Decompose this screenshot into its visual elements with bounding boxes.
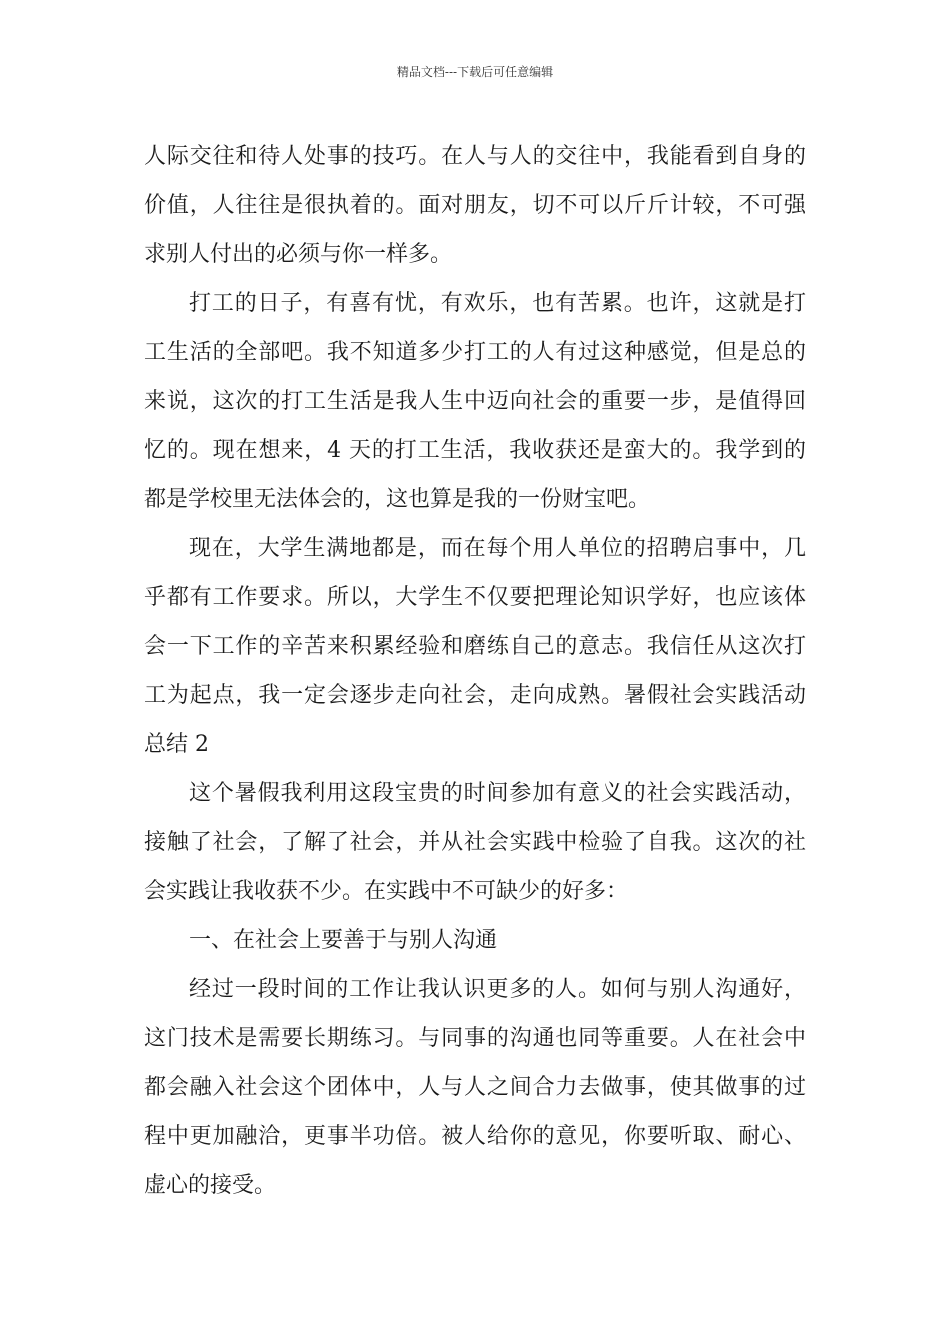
text-line: 经过一段时间的工作让我认识更多的人。如何与别人沟通好， [189, 977, 806, 1002]
text-line: 打工的日子，有喜有忧，有欢乐，也有苦累。也许，这就是打 [189, 291, 806, 316]
text-line: 这个暑假我利用这段宝贵的时间参加有意义的社会实践活动， [189, 781, 806, 806]
text-line: 都是学校里无法体会的，这也算是我的一份财宝吧。 [144, 487, 651, 512]
text-line: 一、在社会上要善于与别人沟通 [189, 928, 498, 953]
text-line: 求别人付出的必须与你一样多。 [144, 242, 453, 267]
text-line: 工为起点，我一定会逐步走向社会，走向成熟。暑假社会实践活动 [144, 683, 806, 708]
text-line: 都会融入社会这个团体中，人与人之间合力去做事，使其做事的过 [144, 1075, 806, 1100]
page-header: 精品文档---下载后可任意编辑 [396, 65, 554, 79]
text-line: 会实践让我收获不少。在实践中不可缺少的好多： [144, 879, 629, 904]
text-line: 虚心的接受。 [144, 1173, 277, 1198]
text-line: 工生活的全部吧。我不知道多少打工的人有过这种感觉，但是总的 [144, 340, 806, 365]
text-line: 来说，这次的打工生活是我人生中迈向社会的重要一步，是值得回 [144, 389, 806, 414]
text-line: 价值，人往往是很执着的。面对朋友，切不可以斤斤计较，不可强 [144, 193, 806, 218]
text-line: 乎都有工作要求。所以，大学生不仅要把理论知识学好，也应该体 [144, 585, 806, 610]
text-line: 会一下工作的辛苦来积累经验和磨练自己的意志。我信任从这次打 [144, 634, 806, 659]
text-line: 忆的。现在想来，4 天的打工生活，我收获还是蛮大的。我学到的 [144, 438, 806, 463]
document-body [144, 132, 806, 1210]
text-line: 接触了社会，了解了社会，并从社会实践中检验了自我。这次的社 [144, 830, 806, 855]
text-line: 程中更加融洽，更事半功倍。被人给你的意见，你要听取、耐心、 [144, 1124, 806, 1149]
text-line: 人际交往和待人处事的技巧。在人与人的交往中，我能看到自身的 [144, 144, 806, 169]
text-line: 现在，大学生满地都是，而在每个用人单位的招聘启事中，几 [189, 536, 806, 561]
text-line: 这门技术是需要长期练习。与同事的沟通也同等重要。人在社会中 [144, 1026, 806, 1051]
text-line: 总结 2 [144, 732, 209, 757]
